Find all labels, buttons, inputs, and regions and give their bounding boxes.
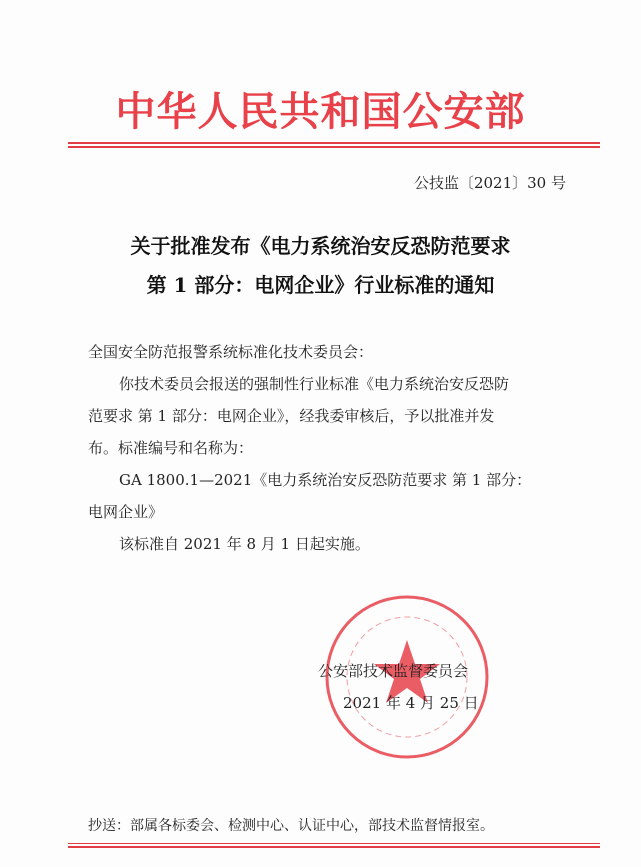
headline-line-1: 关于批准发布《电力系统治安反恐防范要求 — [130, 234, 511, 258]
header-double-rule — [68, 142, 600, 148]
headline-line-2: 第 1 部分：电网企业》行业标准的通知 — [146, 273, 495, 297]
cc-line: 抄送：部属各标委会、检测中心、认证中心，部技术监督情报室。 — [88, 818, 494, 834]
addressee: 全国安全防范报警系统标准化技术委员会： — [88, 343, 374, 361]
body-line: 你技术委员会报送的强制性行业标准《电力系统治安反恐防 — [119, 375, 510, 393]
body-line: 布。标准编号和名称为： — [88, 439, 254, 457]
body-line: GA 1800.1—2021《电力系统治安反恐防范要求 第 1 部分： — [119, 471, 532, 489]
body-line: 该标准自 2021 年 8 月 1 日起实施。 — [119, 535, 370, 553]
body-line: 范要求 第 1 部分：电网企业》，经我委审核后，予以批准并发 — [88, 407, 495, 425]
body-line: 电网企业》 — [88, 503, 164, 521]
document-number: 公技监〔2021〕30 号 — [413, 174, 566, 192]
footer-double-rule — [68, 843, 600, 848]
date: 2021 年 4 月 25 日 — [343, 694, 479, 712]
masthead-title: 中华人民共和国公安部 — [115, 88, 526, 135]
signature: 公安部技术监督委员会 — [318, 662, 469, 680]
